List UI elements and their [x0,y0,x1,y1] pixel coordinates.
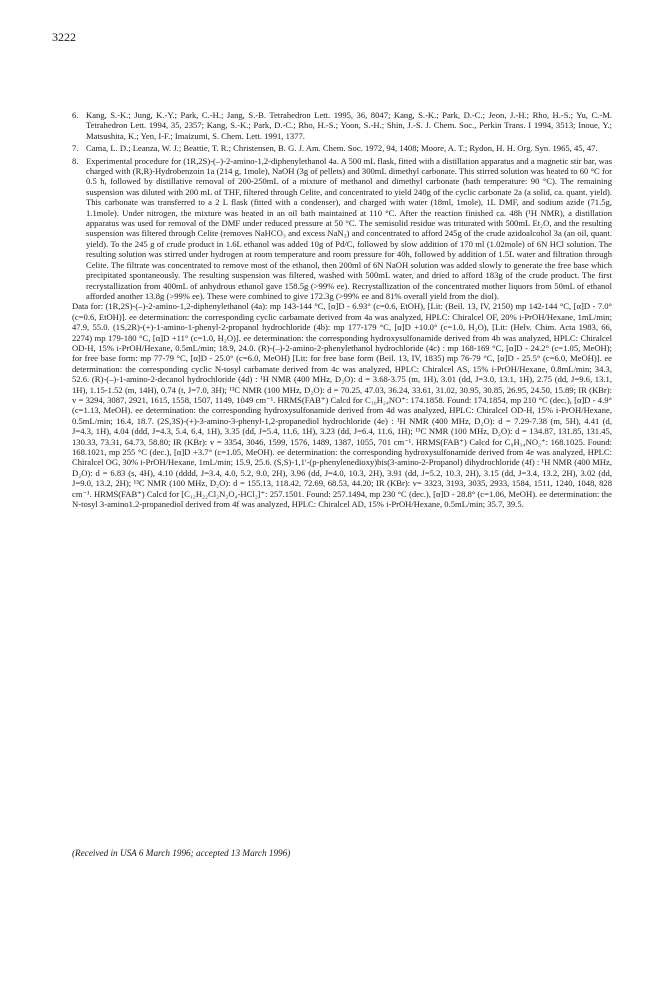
reference-number: 7. [72,143,79,154]
reference-list [72,110,612,509]
reference-number: 6. [72,110,79,120]
reference-item-8 [72,156,612,302]
reference-text: Experimental procedure for (1R,2S)-(–)-2-amino-1,2-diphenylethanol 4a. A 500 mL flask, fitted with a distillation apparatus and a magnetic stir bar, was charged with (R,R)-Hydrobenzoin 1a (214 g, 1mole), NaOH (3g of pellets) and 300mL dimethyl carbonate. This stirred solution was heated to 60 °C for 0.5 h, followed by distillative removal of 200-250mL of a mixture of methanol and dimethyl carbonate (bath temperature: 90 °C). The remaining suspension was diluted with 200 mL of THF, filtered through Celite, and concentrated to yield 240g of the cyclic carbonate 2a (a solid, ca. quant. yield). This carbonate was transferred to a 2 L flask (fitted with a condenser), and charged with water (18ml, 1mole), 1L DMF, and sodium azide (71.5g, 1.1mole). Under nitrogen, the mixture was heated in an oil bath maintained at 110 °C. After the reaction finished ca. 48h (¹H NMR), a distillation apparatus was used for removal of the DMF under reduced pressure at 50 °C. The semisolid residue was triturated with 500mL Et₂O, and the resulting suspension was filtered through Celite (removes NaHCO₃ and excess NaN₃) and concentrated to afford 245g of the crude azidoalcohol 3a (an oil, quant. yield). To the 245 g of crude product in 1.6L ethanol was added 10g of Pd/C, followed by slow addition of 170 ml (1.02mole) of 6N HCl solution. The resulting solution was stirred under hydrogen at room temperature and room pressure for 40h, followed by addition of 1.5L water and filtration through Celite. The filtrate was concentrated to remove most of the ethanol, then 200ml of 6N NaOH solution was added slowly to generate the free base which precipitated spontaneously. The resulting suspension was filtered, washed with 500mL water, and dried to afford 183g of the crude product. The first recrystallization from 400mL of anhydrous ethanol gave 158.5g (>99% ee). Recrystallization of the concentrated mother liquors from 50mL of ethanol afforded another 13.8g (>99% ee). These were combined to give 172.3g (>99% ee and 81% overall yield from the diol). [86,155,612,301]
reference-text: Cama, L. D.; Leanza, W. J.; Beattie, T. R.; Christensen, B. G. J. Am. Chem. Soc. 1972, 94, 1408; Moore, A. T.; Rydon, H. H. Org. Syn. 1965, 45, 47. [86,143,598,154]
reference-text: Kang, S.-K.; Jung, K.-Y.; Park, C.-H.; Jang, S.-B. Tetrahedron Lett. 1995, 36, 8047; Kang, S.-K.; Park, D.-C.; Jeon, J.-H.; Rho, H.-S.; Yu, C.-M. Tetrahedron Lett. 1994, 35, 2357; Kang, S.-K.; Park, D.-C.; Rho, H.-S.; Yoon, S.-H.; Shin, J.-S. J. Chem. Soc., Perkin Trans. I 1994, 3513; Inoue, Y.; Matsushita, K.; Yen, I-F.; Imaizumi, S. Chem. Lett. 1991, 1377. [86,110,612,141]
page-number: 3222 [52,30,76,44]
reference-item-6 [72,110,612,143]
reference-item-7 [72,143,612,155]
received-date-note: (Received in USA 6 March 1996; accepted 13 March 1996) [72,848,291,858]
characterization-data: Data for: (1R,2S)-(–)-2-amino-1,2-diphenylethanol (4a): mp 143-144 °C, [α]D - 6.93° (c=0.6, EtOH), [Lit: (Beil. 13, IV, 2150) mp 142-144 °C, [α]D - 7.0° (c=0.6, EtOH)]. ee determination: the corresponding cyclic carbamate derived from 4a was analyzed, HPLC: Chiralcel OF, 20% i-PrOH/Hexane, 1mL/min; 47.9, 55.0. (1S,2R)-(+)-1-amino-1-phenyl-2-propanol hydrochloride (4b): mp 177-179 °C, [α]D +10.0° (c=1.0, H₂O), [Lit: (Helv. Chim. Acta 1983, 66, 2274) mp 179-180 °C, [α]D +11° (c=1.0, H₂O)]. ee determination: the corresponding hydroxysulfonamide derived from 4b was analyzed, HPLC: Chiralcel OD-H, 15% i-PrOH/Hexane, 0.5mL/min; 18.9, 24.0. (R)-(–)-2-amino-2-phenylethanol hydrochloride (4c) : mp 168-169 °C, [α]D - 24.2° (c=1.05, MeOH); for free base form: mp 77-79 °C, [α]D - 25.0° (c=6.0, MeOH) [Lit: for free base form (Beil. 13, IV, 1835) mp 76-79 °C, [α]D - 25.5° (c=6.0, MeOH)]. ee determination: the corresponding cyclic N-tosyl carbamate derived from 4c was analyzed, HPLC: Chiralcel AS, 15% i-PrOH/Hexane, 0.8mL/min; 34.3, 52.6. (R)-(–)-1-amino-2-decanol hydrochloride (4d) : ¹H NMR (400 MHz, D₂O): d = 3.68-3.75 (m, 1H), 3.01 (dd, J=3.0, 13.1, 1H), 2.75 (dd, J=9.6, 13.1, 1H), 1.15-1.52 (m, 14H), 0.74 (t, J=7.0, 3H); ¹³C NMR (100 MHz, D₂O): d = 70.25, 47.03, 36.24, 33.61, 31.02, 30.95, 30.85, 26.95, 24.50, 15.89; IR (KBr): v = 3294, 3087, 2921, 1615, 1558, 1507, 1149, 1049 cm⁻¹. HRMS(FAB⁺) Calcd for C₁₀H₂₄NO⁺: 174.1858. Found: 174.1854, mp 210 °C (dec.), [α]D - 4.9° (c=1.13, MeOH). ee determination: the corresponding hydroxysulfonamide derived from 4d was analyzed, HPLC: Chiralcel OD-H, 15% i-PrOH/Hexane, 0.5mL/min; 16.4, 18.7. (2S,3S)-(+)-3-amino-3-phenyl-1,2-propanediol hydrochloride (4e) : ¹H NMR (400 MHz, D₂O): d = 7.29-7.38 (m, 5H), 4.41 (d, J=4.3, 1H), 4.04 (ddd, J=4.3, 5.4, 6.4, 1H), 3.35 (dd, J=5.4, 11.6, 1H), 3.23 (dd, J=6.4, 11.6, 1H); ¹³C NMR (100 MHz, D₂O): d = 134.87, 131.85, 131.45, 130.33, 73.31, 64.73, 58.80; IR (KBr): v = 3354, 3046, 1599, 1576, 1489, 1387, 1055, 701 cm⁻¹. HRMS(FAB⁺) Calcd for C₉H₁₄NO₂⁺: 168.1025. Found: 168.1021, mp 255 °C (dec.), [α]D +3.7° (c=1.05, MeOH). ee determination: the corresponding hydroxysulfonamide derived from 4e was analyzed, HPLC: Chiralcel OG, 30% i-PrOH/Hexane, 1mL/min; 15.9, 25.6. (S,S)-1,1'-(p-phenylenedioxy)bis(3-amino-2-Propanol) dihydrochloride (4f) : ¹H NMR (400 MHz, D₂O): d = 6.83 (s, 4H), 4.10 (dddd, J=3.4, 4.0, 5.2, 9.0, 2H), 3.96 (dd, J=4.0, 10.3, 2H), 3.91 (dd, J=5.2, 10.3, 2H), 3.15 (dd, J=3.4, 13.2, 2H), 3.02 (dd, J=9.0, 13.2, 2H); ¹³C NMR (100 MHz, D₂O): d = 155.13, 118.42, 72.69, 68.53, 44.20; IR (KBr): v= 3323, 3193, 3035, 2933, 1584, 1511, 1240, 1048, 828 cm⁻¹. HRMS(FAB⁺) Calcd for [C₁₂H₂₂Cl₂N₂O₄-HCl₂]⁺: 257.1501. Found: 257.1494, mp 230 °C (dec.), [α]D - 28.8° (c=1.06, MeOH). ee determination: the N-tosyl 3-amino1.2-propanediol derived from 4f was analyzed, HPLC: Chiralcel AD, 15% i-PrOH/Hexane, 0.5mL/min; 35.7, 39.5. [72,301,612,510]
reference-number: 8. [72,155,79,166]
